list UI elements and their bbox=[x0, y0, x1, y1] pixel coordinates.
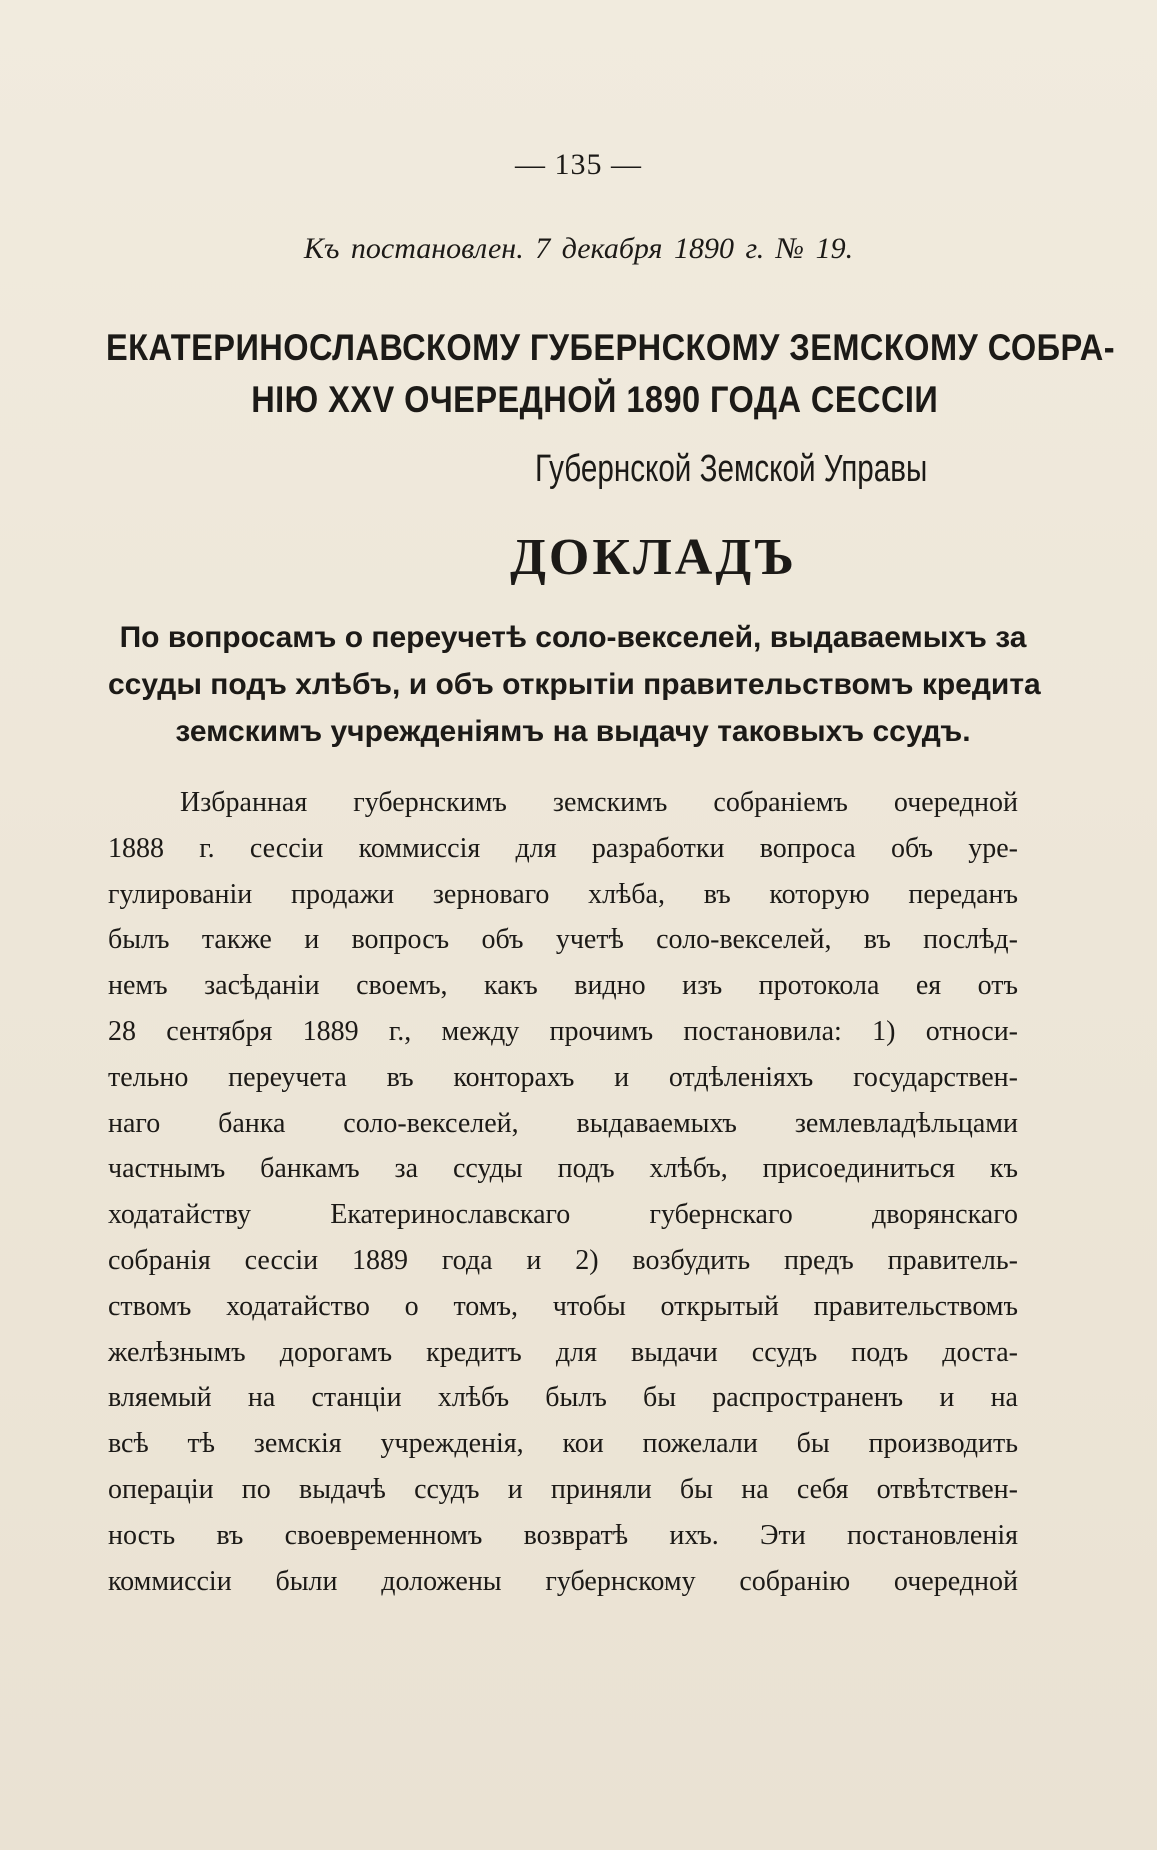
body-line: гулированіи продажи зерноваго хлѣба, въ которую переданъ bbox=[108, 878, 1018, 910]
body-line: немъ засѣданіи своемъ, какъ видно изъ протокола ея отъ bbox=[108, 970, 1018, 1002]
document-type-heading: ДОКЛАДЪ bbox=[510, 529, 797, 586]
body-line: желѣзнымъ дорогамъ кредитъ для выдачи ссудъ подъ доста- bbox=[108, 1336, 1018, 1368]
body-line: былъ также и вопросъ объ учетѣ соло-векселей, въ послѣд- bbox=[108, 924, 1018, 956]
addressee-heading bbox=[106, 322, 1115, 426]
subject-line: земскимъ учрежденіямъ на выдачу таковыхъ ссудъ. bbox=[175, 715, 971, 748]
body-paragraph bbox=[108, 780, 1018, 1604]
body-line: вляемый на станціи хлѣбъ былъ бы распространенъ и на bbox=[108, 1382, 1018, 1414]
page-number: — 135 — bbox=[515, 148, 642, 181]
body-line: тельно переучета въ конторахъ и отдѣленіяхъ государствен- bbox=[108, 1061, 1018, 1093]
resolution-note: Къ постановлен. 7 декабря 1890 г. № 19. bbox=[303, 232, 854, 265]
body-line: Избранная губернскимъ земскимъ собраніемъ очередной bbox=[180, 787, 1018, 818]
body-line: 28 сентября 1889 г., между прочимъ постановила: 1) относи- bbox=[108, 1015, 1018, 1047]
subject-line: ссуды подъ хлѣбъ, и объ открытіи правительствомъ кредита bbox=[108, 668, 1041, 701]
addressee-line: НІЮ XXV ОЧЕРЕДНОЙ 1890 ГОДА СЕССІИ bbox=[251, 379, 939, 420]
body-line: коммиссіи были доложены губернскому собранію очередной bbox=[108, 1565, 1018, 1597]
addressee-line: ЕКАТЕРИНОСЛАВСКОМУ ГУБЕРНСКОМУ ЗЕМСКОМУ СОБРА- bbox=[106, 327, 1115, 368]
subject-heading bbox=[108, 614, 1041, 755]
subject-line: По вопросамъ о переучетѣ соло-векселей, выдаваемыхъ за bbox=[119, 621, 1027, 654]
body-line: операціи по выдачѣ ссудъ и приняли бы на себя отвѣтствен- bbox=[108, 1473, 1018, 1505]
body-line: всѣ тѣ земскія учрежденія, кои пожелали бы производить bbox=[108, 1428, 1018, 1460]
body-line: ствомъ ходатайство о томъ, чтобы открытый правительствомъ bbox=[108, 1290, 1018, 1322]
body-line: частнымъ банкамъ за ссуды подъ хлѣбъ, присоединиться къ bbox=[108, 1153, 1018, 1185]
body-line: 1888 г. сессіи коммиссія для разработки вопроса объ уре- bbox=[108, 832, 1018, 864]
body-line: собранія сессіи 1889 года и 2) возбудить предъ правитель- bbox=[108, 1244, 1018, 1276]
issuing-authority: Губернской Земской Управы bbox=[535, 448, 928, 490]
body-line: ность въ своевременномъ возвратѣ ихъ. Эти постановленія bbox=[108, 1519, 1018, 1551]
body-line: ходатайству Екатеринославскаго губернскаго дворянскаго bbox=[108, 1199, 1018, 1231]
body-line: наго банка соло-векселей, выдаваемыхъ землевладѣльцами bbox=[108, 1107, 1018, 1139]
